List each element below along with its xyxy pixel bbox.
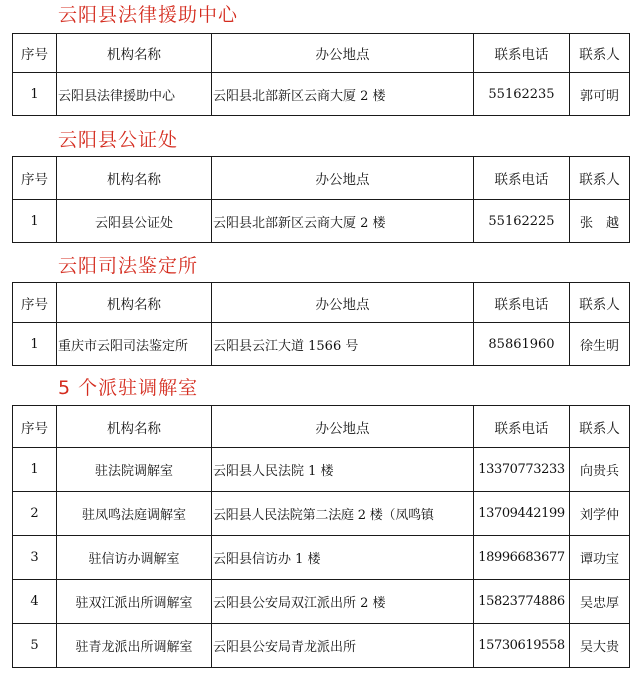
cell-contact: 向贵兵 bbox=[570, 448, 630, 492]
cell-address: 云阳县信访办 1 楼 bbox=[212, 536, 474, 580]
table-header-row bbox=[13, 283, 630, 323]
header-address: 办公地点 bbox=[212, 34, 474, 73]
cell-no: 1 bbox=[13, 73, 57, 116]
cell-name: 驻信访办调解室 bbox=[57, 536, 212, 580]
cell-phone: 55162235 bbox=[474, 73, 570, 116]
cell-no: 1 bbox=[13, 323, 57, 366]
table-row bbox=[13, 624, 630, 668]
header-name: 机构名称 bbox=[57, 406, 212, 448]
table-row bbox=[13, 73, 630, 116]
forensic-table bbox=[12, 282, 630, 366]
cell-address: 云阳县云江大道 1566 号 bbox=[212, 323, 474, 366]
cell-address: 云阳县公安局双江派出所 2 楼 bbox=[212, 580, 474, 624]
cell-name: 驻法院调解室 bbox=[57, 448, 212, 492]
table-row bbox=[13, 580, 630, 624]
mediation-table bbox=[12, 405, 630, 668]
cell-phone: 85861960 bbox=[474, 323, 570, 366]
header-contact: 联系人 bbox=[570, 34, 630, 73]
header-no: 序号 bbox=[13, 406, 57, 448]
cell-contact: 谭功宝 bbox=[570, 536, 630, 580]
cell-contact: 张 越 bbox=[570, 200, 630, 243]
cell-phone: 13709442199 bbox=[474, 492, 570, 536]
header-contact: 联系人 bbox=[570, 157, 630, 200]
cell-phone: 15730619558 bbox=[474, 624, 570, 668]
header-phone: 联系电话 bbox=[474, 406, 570, 448]
header-no: 序号 bbox=[13, 34, 57, 73]
table-row bbox=[13, 323, 630, 366]
header-contact: 联系人 bbox=[570, 283, 630, 323]
cell-contact: 徐生明 bbox=[570, 323, 630, 366]
cell-phone: 18996683677 bbox=[474, 536, 570, 580]
header-phone: 联系电话 bbox=[474, 283, 570, 323]
table-row bbox=[13, 200, 630, 243]
cell-no: 5 bbox=[13, 624, 57, 668]
cell-contact: 刘学仲 bbox=[570, 492, 630, 536]
header-name: 机构名称 bbox=[57, 34, 212, 73]
cell-name: 驻青龙派出所调解室 bbox=[57, 624, 212, 668]
cell-no: 3 bbox=[13, 536, 57, 580]
cell-contact: 郭可明 bbox=[570, 73, 630, 116]
cell-phone: 55162225 bbox=[474, 200, 570, 243]
section-title-mediation: 5 个派驻调解室 bbox=[58, 377, 199, 399]
header-address: 办公地点 bbox=[212, 406, 474, 448]
cell-name: 驻双江派出所调解室 bbox=[57, 580, 212, 624]
header-no: 序号 bbox=[13, 157, 57, 200]
table-header-row bbox=[13, 406, 630, 448]
section-title-notary: 云阳县公证处 bbox=[58, 129, 179, 151]
cell-address: 云阳县人民法院第二法庭 2 楼（凤鸣镇 bbox=[212, 492, 474, 536]
section-title-forensic: 云阳司法鉴定所 bbox=[58, 255, 199, 277]
table-row bbox=[13, 448, 630, 492]
cell-name: 云阳县法律援助中心 bbox=[57, 73, 212, 116]
cell-address: 云阳县北部新区云商大厦 2 楼 bbox=[212, 200, 474, 243]
header-contact: 联系人 bbox=[570, 406, 630, 448]
section-title-legal-aid: 云阳县法律援助中心 bbox=[58, 4, 239, 26]
cell-name: 云阳县公证处 bbox=[57, 200, 212, 243]
legal-aid-table bbox=[12, 33, 630, 116]
cell-name: 驻凤鸣法庭调解室 bbox=[57, 492, 212, 536]
cell-phone: 13370773233 bbox=[474, 448, 570, 492]
table-row bbox=[13, 492, 630, 536]
table-row bbox=[13, 536, 630, 580]
notary-table bbox=[12, 156, 630, 243]
header-name: 机构名称 bbox=[57, 157, 212, 200]
cell-address: 云阳县人民法院 1 楼 bbox=[212, 448, 474, 492]
header-phone: 联系电话 bbox=[474, 157, 570, 200]
cell-address: 云阳县公安局青龙派出所 bbox=[212, 624, 474, 668]
cell-no: 2 bbox=[13, 492, 57, 536]
cell-contact: 吴忠厚 bbox=[570, 580, 630, 624]
cell-contact: 吴大贵 bbox=[570, 624, 630, 668]
header-phone: 联系电话 bbox=[474, 34, 570, 73]
header-address: 办公地点 bbox=[212, 283, 474, 323]
cell-phone: 15823774886 bbox=[474, 580, 570, 624]
cell-no: 1 bbox=[13, 200, 57, 243]
header-address: 办公地点 bbox=[212, 157, 474, 200]
cell-name: 重庆市云阳司法鉴定所 bbox=[57, 323, 212, 366]
table-header-row bbox=[13, 34, 630, 73]
table-header-row bbox=[13, 157, 630, 200]
cell-no: 1 bbox=[13, 448, 57, 492]
cell-address: 云阳县北部新区云商大厦 2 楼 bbox=[212, 73, 474, 116]
header-no: 序号 bbox=[13, 283, 57, 323]
header-name: 机构名称 bbox=[57, 283, 212, 323]
cell-no: 4 bbox=[13, 580, 57, 624]
